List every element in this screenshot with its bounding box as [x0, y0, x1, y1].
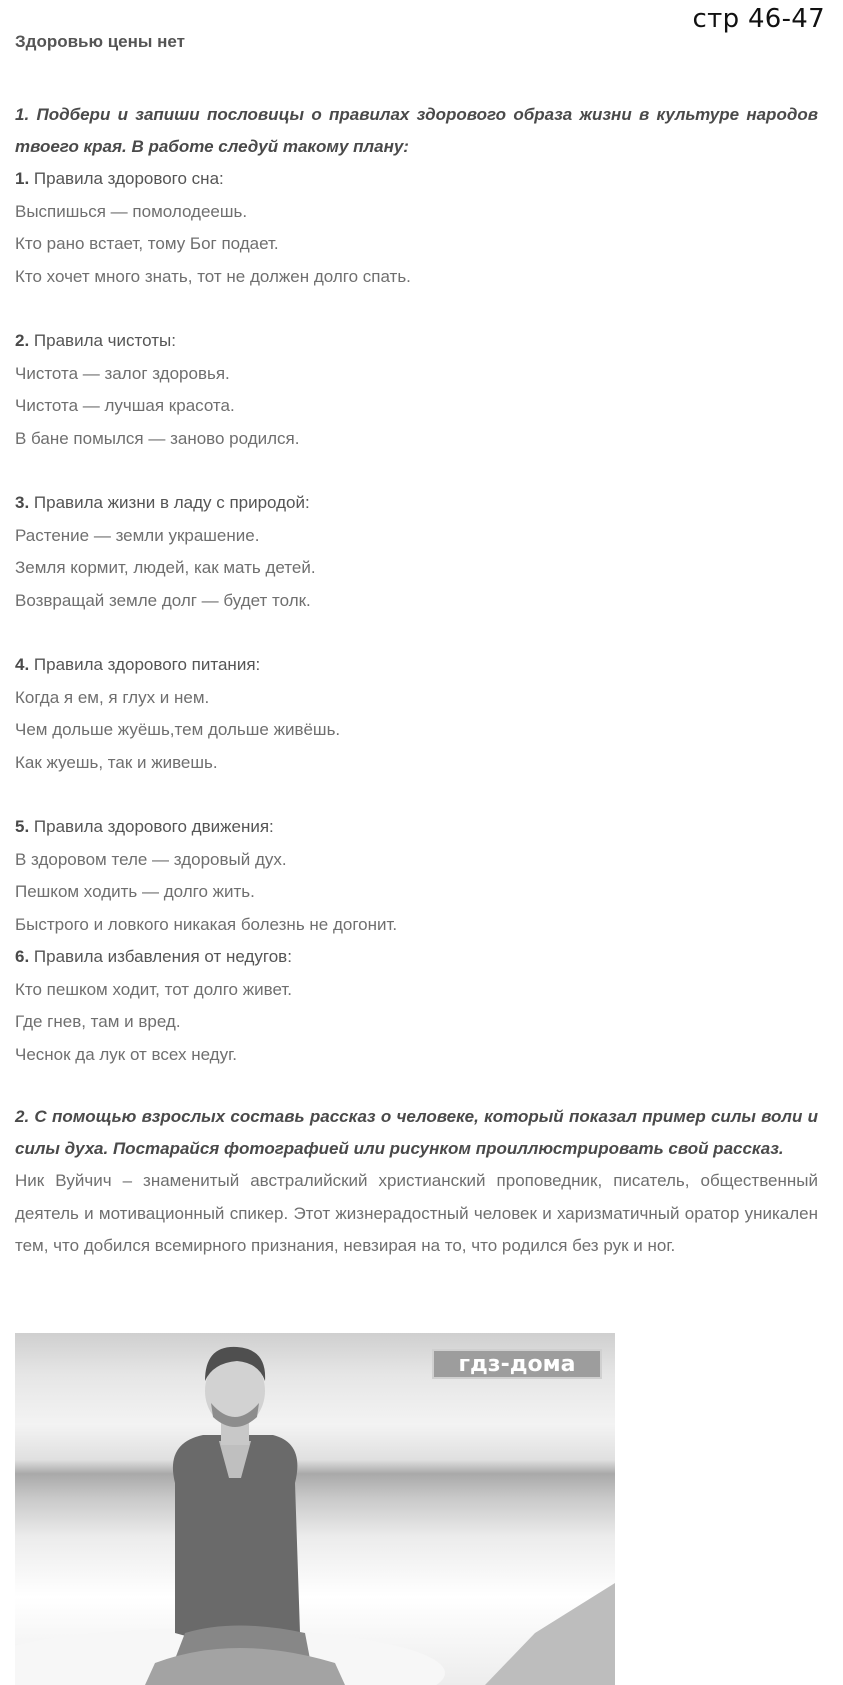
proverb-line: Пешком ходить — долго жить. — [15, 882, 255, 901]
proverb-line: Возвращай земле долг — будет толк. — [15, 590, 311, 610]
proverb-line: Чистота — залог здоровья. — [15, 363, 230, 383]
rule-heading — [15, 487, 818, 520]
proverb-line: Где гнев, там и вред. — [15, 1012, 181, 1031]
rule-section — [15, 649, 818, 779]
section-gap — [15, 617, 818, 649]
rule-heading — [15, 163, 818, 196]
rule-label: Правила здорового движения: — [33, 817, 274, 836]
rule-number: 4. — [15, 655, 30, 674]
proverb-line: Выспишься — помолодеешь. — [15, 201, 248, 221]
rule-heading — [15, 811, 818, 844]
rule-section — [15, 941, 818, 1071]
rule-section — [15, 163, 818, 293]
rule-heading — [15, 941, 818, 974]
proverb-line: В здоровом теле — здоровый дух. — [15, 849, 287, 869]
rule-number: 2. — [15, 331, 30, 350]
rule-section — [15, 325, 818, 455]
rule-number: 3. — [15, 493, 30, 512]
proverb-line: Кто пешком ходит, тот долго живет. — [15, 979, 292, 999]
rule-section — [15, 487, 818, 617]
proverb-line: Быстрого и ловкого никакая болезнь не догонит. — [15, 914, 398, 934]
story-text: Ник Вуйчич – знаменитый австралийский христианский проповедник, писатель, общественный деятель и мотивационный спикер. Этот жизнерадостный человек и харизматичный оратор уникален тем, что добился всемирного признания, невзирая на то, что родился без рук и ног. — [15, 1171, 818, 1255]
rule-label: Правила здорового сна: — [33, 169, 224, 188]
proverb-line: Растение — земли украшение. — [15, 525, 260, 545]
rule-heading — [15, 325, 818, 358]
rules-list — [15, 163, 818, 1071]
proverb-line: Как жуешь, так и живешь. — [15, 752, 218, 772]
section-gap — [15, 455, 818, 487]
rule-section — [15, 811, 818, 941]
proverb-line: Чистота — лучшая красота. — [15, 396, 235, 415]
photo-illustration — [15, 1333, 615, 1685]
rule-label: Правила чистоты: — [33, 331, 176, 350]
page-number: стр 46-47 — [692, 4, 825, 34]
proverb-line: Когда я ем, я глух и нем. — [15, 687, 210, 707]
proverb-line: Чем дольше жуёшь,тем дольше живёшь. — [15, 720, 341, 739]
document-title: Здоровью цены нет — [15, 32, 185, 51]
section-gap — [15, 293, 818, 325]
rule-label: Правила здорового питания: — [33, 655, 261, 674]
proverb-line: Кто хочет много знать, тот не должен долго спать. — [15, 266, 411, 286]
watermark-logo: гдз-дома — [432, 1349, 602, 1379]
task-1-instruction: 1. Подбери и запиши пословицы о правилах здорового образа жизни в культуре народов твоего края. В работе следуй такому плану: — [15, 105, 818, 156]
rule-number: 1. — [15, 169, 30, 188]
proverb-line: Кто рано встает, тому Бог подает. — [15, 234, 279, 253]
rule-label: Правила избавления от недугов: — [33, 947, 292, 966]
rule-label: Правила жизни в ладу с природой: — [33, 493, 310, 512]
proverb-line: Земля кормит, людей, как мать детей. — [15, 558, 316, 577]
photo-person-illustration — [15, 1333, 615, 1685]
section-gap — [15, 779, 818, 811]
proverb-line: Чеснок да лук от всех недуг. — [15, 1044, 237, 1064]
rule-heading — [15, 649, 818, 682]
proverb-line: В бане помылся — заново родился. — [15, 428, 300, 448]
rule-number: 6. — [15, 947, 30, 966]
task-2-instruction: 2. С помощью взрослых составь рассказ о человеке, который показал пример силы воли и силы духа. Постарайся фотографией или рисунком проиллюстрировать свой рассказ. — [15, 1107, 818, 1158]
rule-number: 5. — [15, 817, 30, 836]
document-body — [15, 0, 818, 1263]
